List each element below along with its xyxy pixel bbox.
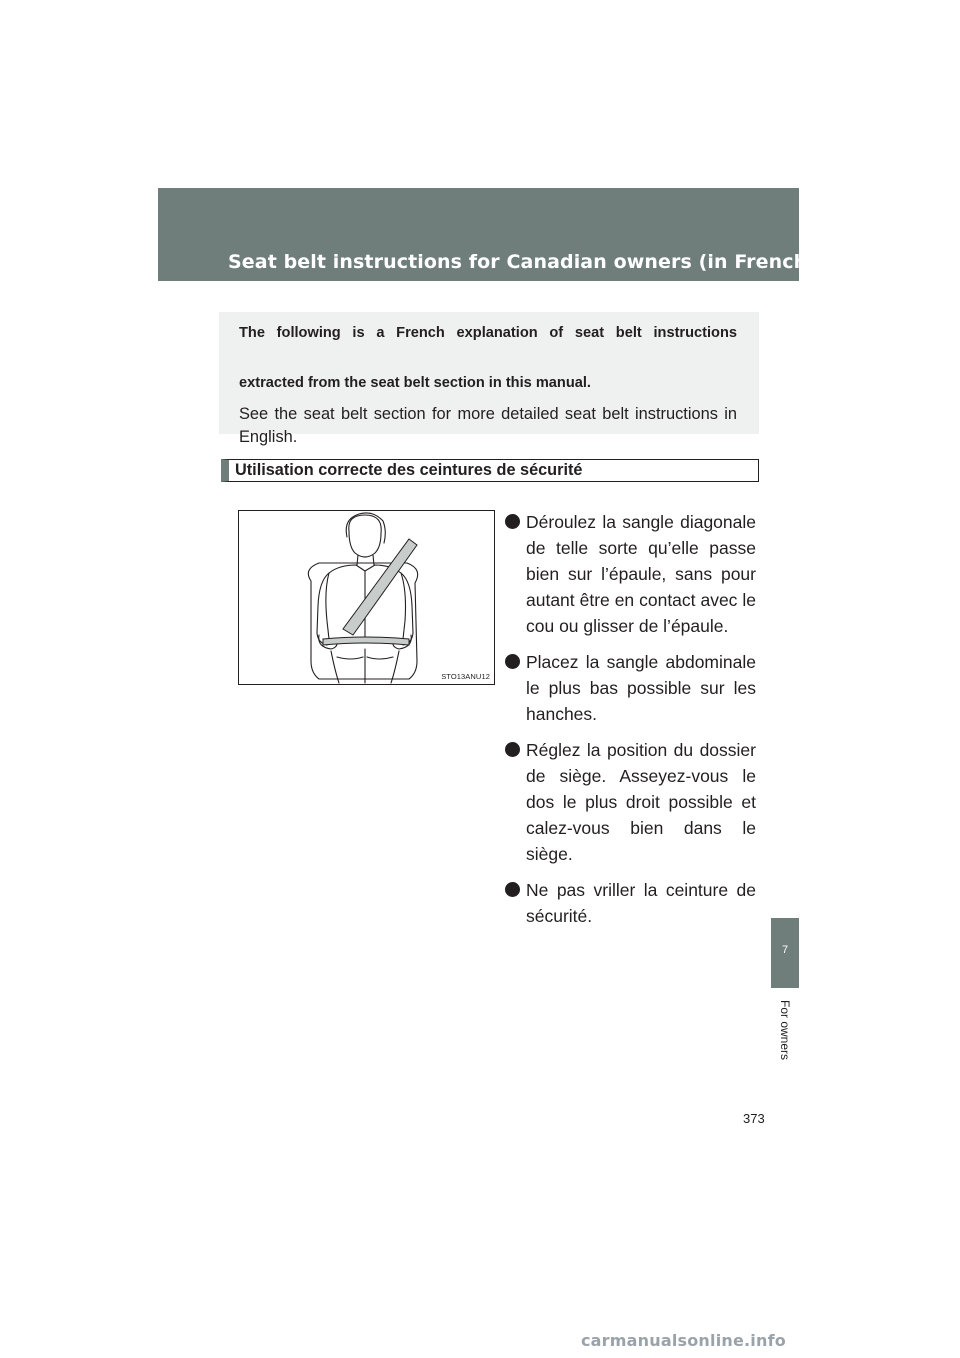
seated-person-seatbelt-drawing: [239, 511, 494, 684]
chapter-number: 7: [781, 944, 789, 956]
intro-text: See the seat belt section for more detailed seat belt instructions in English.: [239, 405, 737, 446]
bullet-icon: [505, 654, 520, 669]
seatbelt-illustration: [238, 510, 495, 685]
list-item: [505, 737, 756, 867]
instruction-list: [505, 509, 756, 939]
list-item-text: Ne pas vriller la ceinture de sécurité.: [526, 880, 756, 926]
watermark-link[interactable]: carmanualsonline.info: [581, 1331, 786, 1350]
section-heading: Utilisation correcte des ceintures de sécurité: [221, 459, 759, 482]
intro-bold-line-1: The following is a French explanation of seat belt instructions: [239, 325, 737, 341]
list-item: [505, 649, 756, 727]
bullet-icon: [505, 882, 520, 897]
page-title: Seat belt instructions for Canadian owners (in French): [228, 251, 817, 273]
intro-box: [219, 312, 759, 446]
chapter-tab: [771, 918, 799, 988]
page-number: 373: [743, 1111, 765, 1126]
list-item-text: Placez la sangle abdominale le plus bas possible sur les hanches.: [526, 652, 756, 724]
bullet-icon: [505, 742, 520, 757]
list-item-text: Réglez la position du dossier de siège. Asseyez-vous le dos le plus droit possible et calez-vous bien dans le siège.: [526, 740, 756, 864]
intro-bold-line-2: extracted from the seat belt section in this manual.: [239, 375, 591, 391]
bullet-icon: [505, 514, 520, 529]
illustration-code: STO13ANU12: [441, 672, 490, 681]
list-item: [505, 877, 756, 929]
chapter-label: For owners: [778, 999, 792, 1061]
list-item: [505, 509, 756, 639]
list-item-text: Déroulez la sangle diagonale de telle sorte qu’elle passe bien sur l’épaule, sans pour autant être en contact avec le cou ou glisser de l’épaule.: [526, 512, 756, 636]
header-bar: [158, 188, 817, 281]
